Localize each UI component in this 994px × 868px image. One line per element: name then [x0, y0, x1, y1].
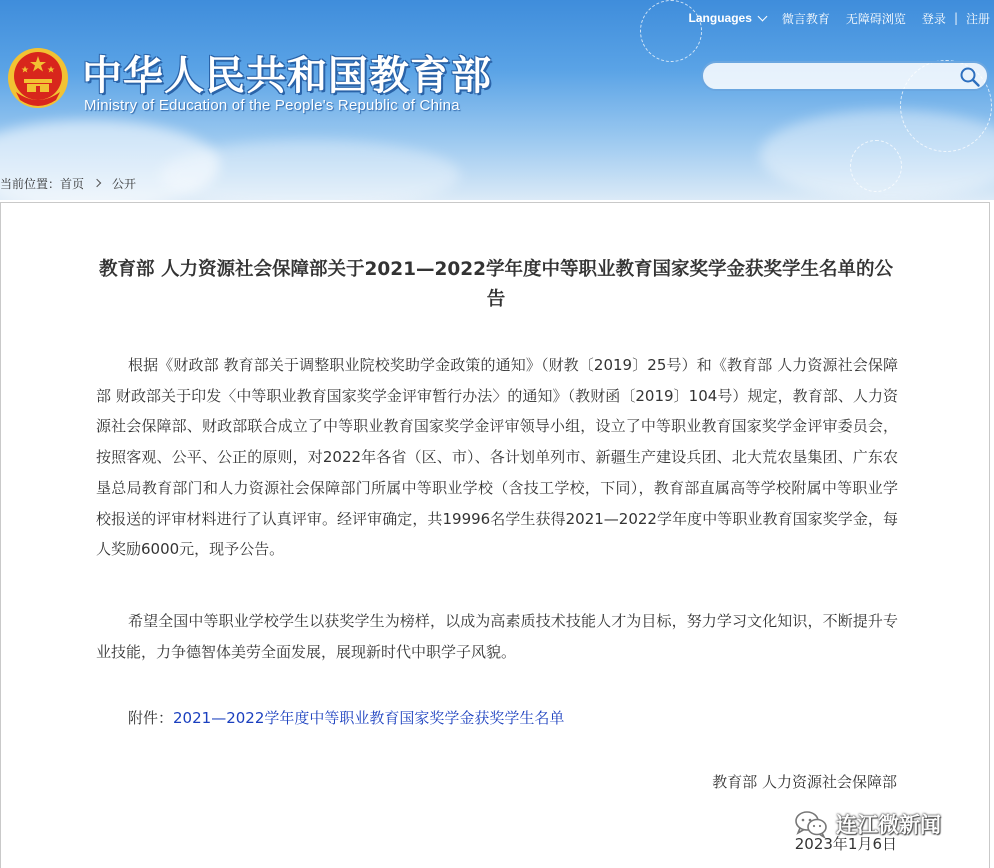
attachment-label: 附件： — [128, 709, 174, 727]
article-signer: 教育部 人力资源社会保障部 — [712, 773, 897, 791]
nav-separator: | — [953, 11, 958, 25]
breadcrumb-label: 当前位置： — [0, 176, 61, 191]
attachment-link[interactable]: 2021—2022学年度中等职业教育国家奖学金获奖学生名单 — [173, 709, 565, 727]
weiyan-link[interactable]: 微言教育 — [781, 11, 830, 26]
national-emblem-icon — [6, 46, 70, 110]
article-paragraph-2: 希望全国中等职业学校学生以获奖学生为榜样，以成为高素质技术技能人才为目标，努力学习文化知识，不断提升专业技能，力争德智体美劳全面发展，展现新时代中职学子风貌。 — [96, 612, 898, 661]
chevron-down-icon — [757, 11, 767, 21]
search-input[interactable] — [713, 66, 957, 88]
top-navigation — [673, 8, 990, 28]
languages-label: Languages — [688, 11, 752, 25]
article-date: 2023年1月6日 — [794, 835, 897, 853]
login-link[interactable]: 登录 — [921, 11, 946, 26]
accessible-browsing-link[interactable]: 无障碍浏览 — [845, 11, 906, 26]
watermark-text: 连江微新闻 — [836, 813, 941, 837]
dandelion-decoration — [850, 140, 902, 192]
header-cloud-decoration — [160, 140, 460, 200]
breadcrumb-current-link[interactable]: 公开 — [112, 176, 137, 191]
search-box — [701, 61, 989, 91]
breadcrumb-home-link[interactable]: 首页 — [60, 176, 85, 191]
article-paragraph-1: 根据《财政部 教育部关于调整职业院校奖助学金政策的通知》（财教〔2019〕25号）和《教育部 人力资源社会保障部 财政部关于印发〈中等职业教育国家奖学金评审暂行办法〉的通知》（教财函〔2019〕104号）规定，教育部、人力资源社会保障部、财政部联合成立了中等职业教育国家奖学金评审领导小组，设立了中等职业教育国家奖学金评审委员会，按照客观、公平、公正的原则，对2022年各省（区、市）、各计划单列市、新疆生产建设兵团、北大荒农垦集团、广东农垦总局教育部门和人力资源社会保障部门所属中等职业学校（含技工学校，下同），教育部直属高等学校附属中等职业学校报送的评审材料进行了认真评审。经评审确定，共19996名学生获得2021—2022学年度中等职业教育国家奖学金，每人奖励6000元，现予公告。 — [96, 356, 898, 559]
languages-dropdown[interactable] — [689, 11, 766, 25]
site-title: 中华人民共和国教育部 — [82, 53, 492, 99]
breadcrumb — [0, 174, 136, 192]
register-link[interactable]: 注册 — [965, 11, 990, 26]
site-header — [0, 0, 994, 200]
chevron-right-icon — [93, 179, 101, 187]
search-icon[interactable] — [959, 66, 981, 88]
site-subtitle-en: Ministry of Education of the People's Republic of China — [84, 97, 460, 114]
attachment-line — [128, 704, 564, 732]
article-title: 教育部 人力资源社会保障部关于2021—2022学年度中等职业教育国家奖学金获奖学生名单的公告 — [99, 259, 893, 310]
